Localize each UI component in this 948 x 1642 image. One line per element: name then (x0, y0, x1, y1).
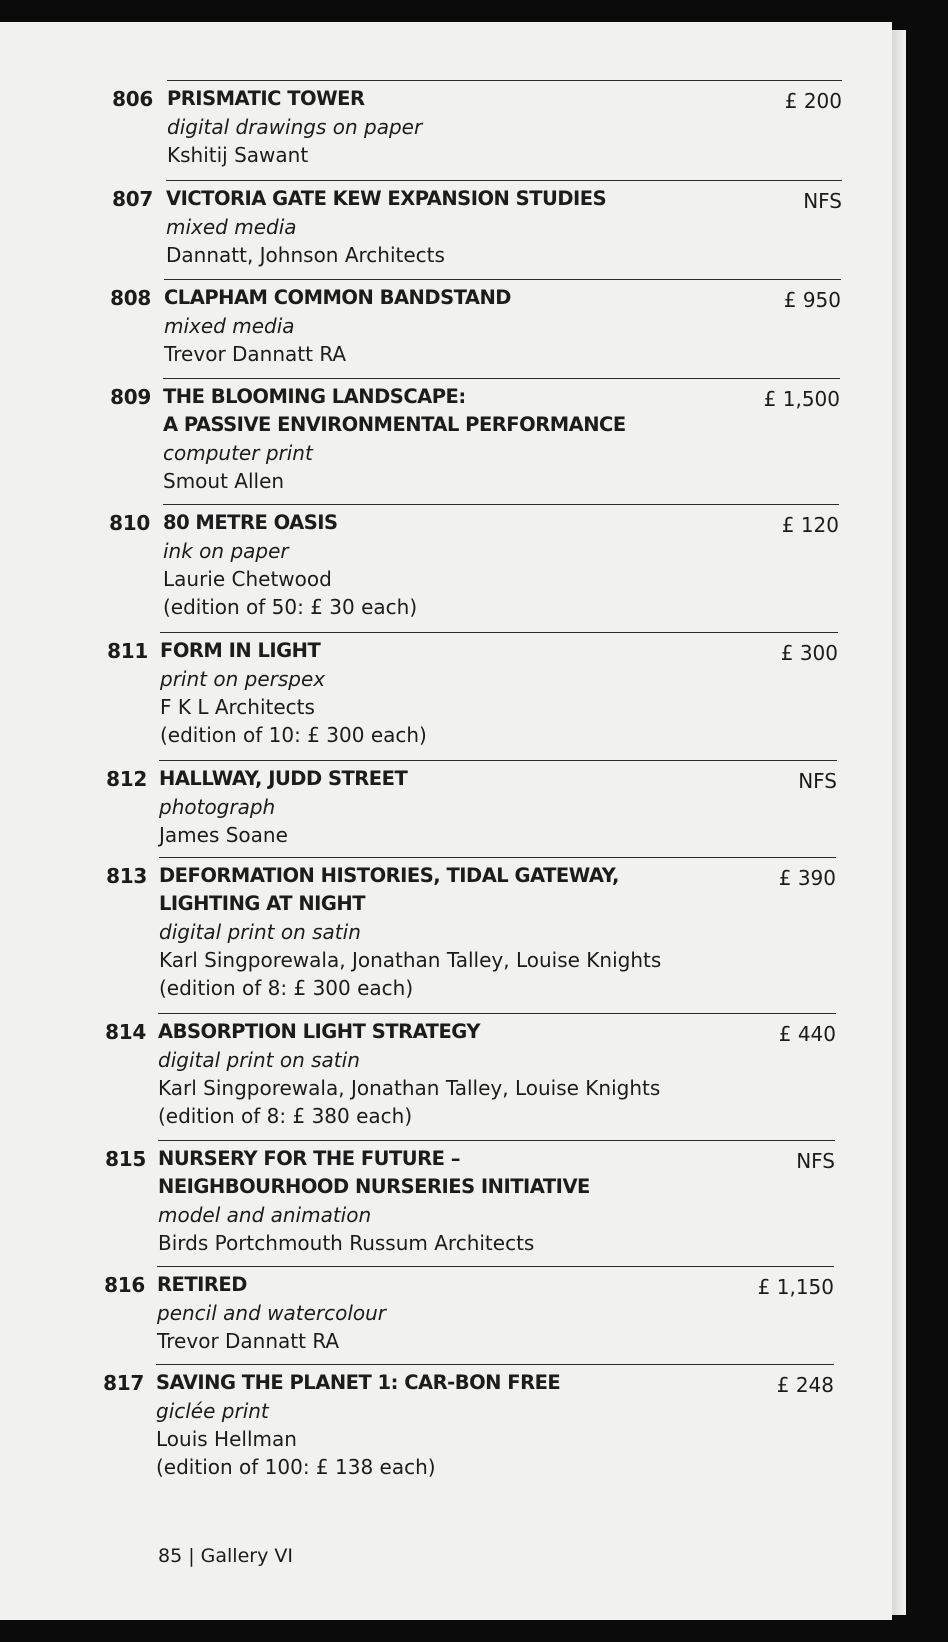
entry-price: £ 120 (781, 513, 839, 537)
entry-title: LIGHTING AT NIGHT (159, 892, 366, 915)
entry-artist: Karl Singporewala, Jonathan Talley, Louise Knights (158, 1076, 661, 1100)
entry-title: HALLWAY, JUDD STREET (159, 767, 408, 790)
entry-artist: Karl Singporewala, Jonathan Talley, Louise Knights (159, 948, 662, 972)
entry-medium: digital print on satin (158, 1048, 360, 1072)
entry-title: FORM IN LIGHT (160, 639, 321, 662)
entry-medium: mixed media (164, 314, 295, 338)
entry-medium: photograph (159, 795, 276, 819)
entry-price: £ 200 (784, 89, 842, 113)
entry-edition: (edition of 50: £ 30 each) (163, 595, 418, 619)
catalogue-entry (107, 632, 838, 749)
page-edge (892, 30, 906, 1615)
entry-number: 809 (110, 385, 151, 409)
entry-title: RETIRED (157, 1273, 247, 1296)
catalogue-entry (105, 1013, 836, 1130)
entry-price: £ 300 (780, 641, 838, 665)
entry-medium: digital print on satin (159, 920, 361, 944)
entry-title: NURSERY FOR THE FUTURE – (158, 1147, 460, 1170)
entry-title: THE BLOOMING LANDSCAPE: (163, 385, 466, 408)
entry-artist: Louis Hellman (156, 1427, 297, 1451)
entry-medium: model and animation (158, 1203, 372, 1227)
entry-artist: Trevor Dannatt RA (164, 342, 347, 366)
entry-price: £ 440 (778, 1022, 836, 1046)
entry-artist: F K L Architects (160, 695, 315, 719)
entry-artist: Smout Allen (163, 469, 285, 493)
entry-title: SAVING THE PLANET 1: CAR-BON FREE (156, 1371, 561, 1394)
entry-number: 807 (112, 187, 153, 211)
catalogue-entry (109, 504, 839, 621)
entry-title: NEIGHBOURHOOD NURSERIES INITIATIVE (158, 1175, 590, 1198)
entry-price: £ 1,500 (763, 387, 840, 411)
entry-number: 814 (105, 1020, 146, 1044)
entry-edition: (edition of 8: £ 380 each) (158, 1104, 413, 1128)
entry-price: NFS (798, 769, 837, 793)
entry-title: PRISMATIC TOWER (167, 87, 365, 110)
entry-number: 808 (110, 286, 151, 310)
entry-medium: digital drawings on paper (167, 115, 423, 139)
entry-medium: mixed media (166, 215, 297, 239)
entry-artist: Laurie Chetwood (163, 567, 332, 591)
entry-number: 806 (112, 87, 153, 111)
entry-price: £ 950 (783, 288, 841, 312)
entry-edition: (edition of 8: £ 300 each) (159, 976, 414, 1000)
entry-edition: (edition of 100: £ 138 each) (156, 1455, 436, 1479)
entry-edition: (edition of 10: £ 300 each) (160, 723, 427, 747)
entry-medium: pencil and watercolour (157, 1301, 387, 1325)
entry-price: NFS (796, 1149, 835, 1173)
catalogue-entry (106, 857, 836, 1002)
entry-artist: Trevor Dannatt RA (157, 1329, 340, 1353)
entry-title: DEFORMATION HISTORIES, TIDAL GATEWAY, (159, 864, 619, 887)
entry-number: 817 (103, 1371, 144, 1395)
catalogue-entry (110, 279, 841, 368)
entry-number: 812 (106, 767, 147, 791)
entry-medium: computer print (163, 441, 313, 465)
entry-number: 810 (109, 511, 150, 535)
catalogue-entry (112, 180, 842, 269)
catalogue-entry (106, 760, 837, 849)
catalogue-entry (110, 378, 840, 495)
entry-number: 815 (105, 1147, 146, 1171)
entry-title: VICTORIA GATE KEW EXPANSION STUDIES (166, 187, 607, 210)
catalogue-entry (104, 1266, 834, 1355)
entry-artist: James Soane (159, 823, 288, 847)
entry-number: 811 (107, 639, 148, 663)
entry-price: £ 1,150 (757, 1275, 834, 1299)
entry-title: A PASSIVE ENVIRONMENTAL PERFORMANCE (163, 413, 626, 436)
entry-title: 80 METRE OASIS (163, 511, 338, 534)
entry-price: £ 390 (778, 866, 836, 890)
entry-price: NFS (803, 189, 842, 213)
page-footer: 85 | Gallery VI (158, 1545, 293, 1567)
entry-title: ABSORPTION LIGHT STRATEGY (158, 1020, 480, 1043)
entry-artist: Kshitij Sawant (167, 143, 309, 167)
catalogue-entry (112, 80, 842, 169)
entry-price: £ 248 (776, 1373, 834, 1397)
entry-number: 816 (104, 1273, 145, 1297)
entry-artist: Birds Portchmouth Russum Architects (158, 1231, 535, 1255)
catalogue-entry (103, 1364, 834, 1481)
entry-title: CLAPHAM COMMON BANDSTAND (164, 286, 511, 309)
entry-medium: ink on paper (163, 539, 289, 563)
entry-medium: print on perspex (160, 667, 326, 691)
entry-medium: giclée print (156, 1399, 269, 1423)
entry-artist: Dannatt, Johnson Architects (166, 243, 445, 267)
entry-number: 813 (106, 864, 147, 888)
catalogue-entry (105, 1140, 835, 1257)
